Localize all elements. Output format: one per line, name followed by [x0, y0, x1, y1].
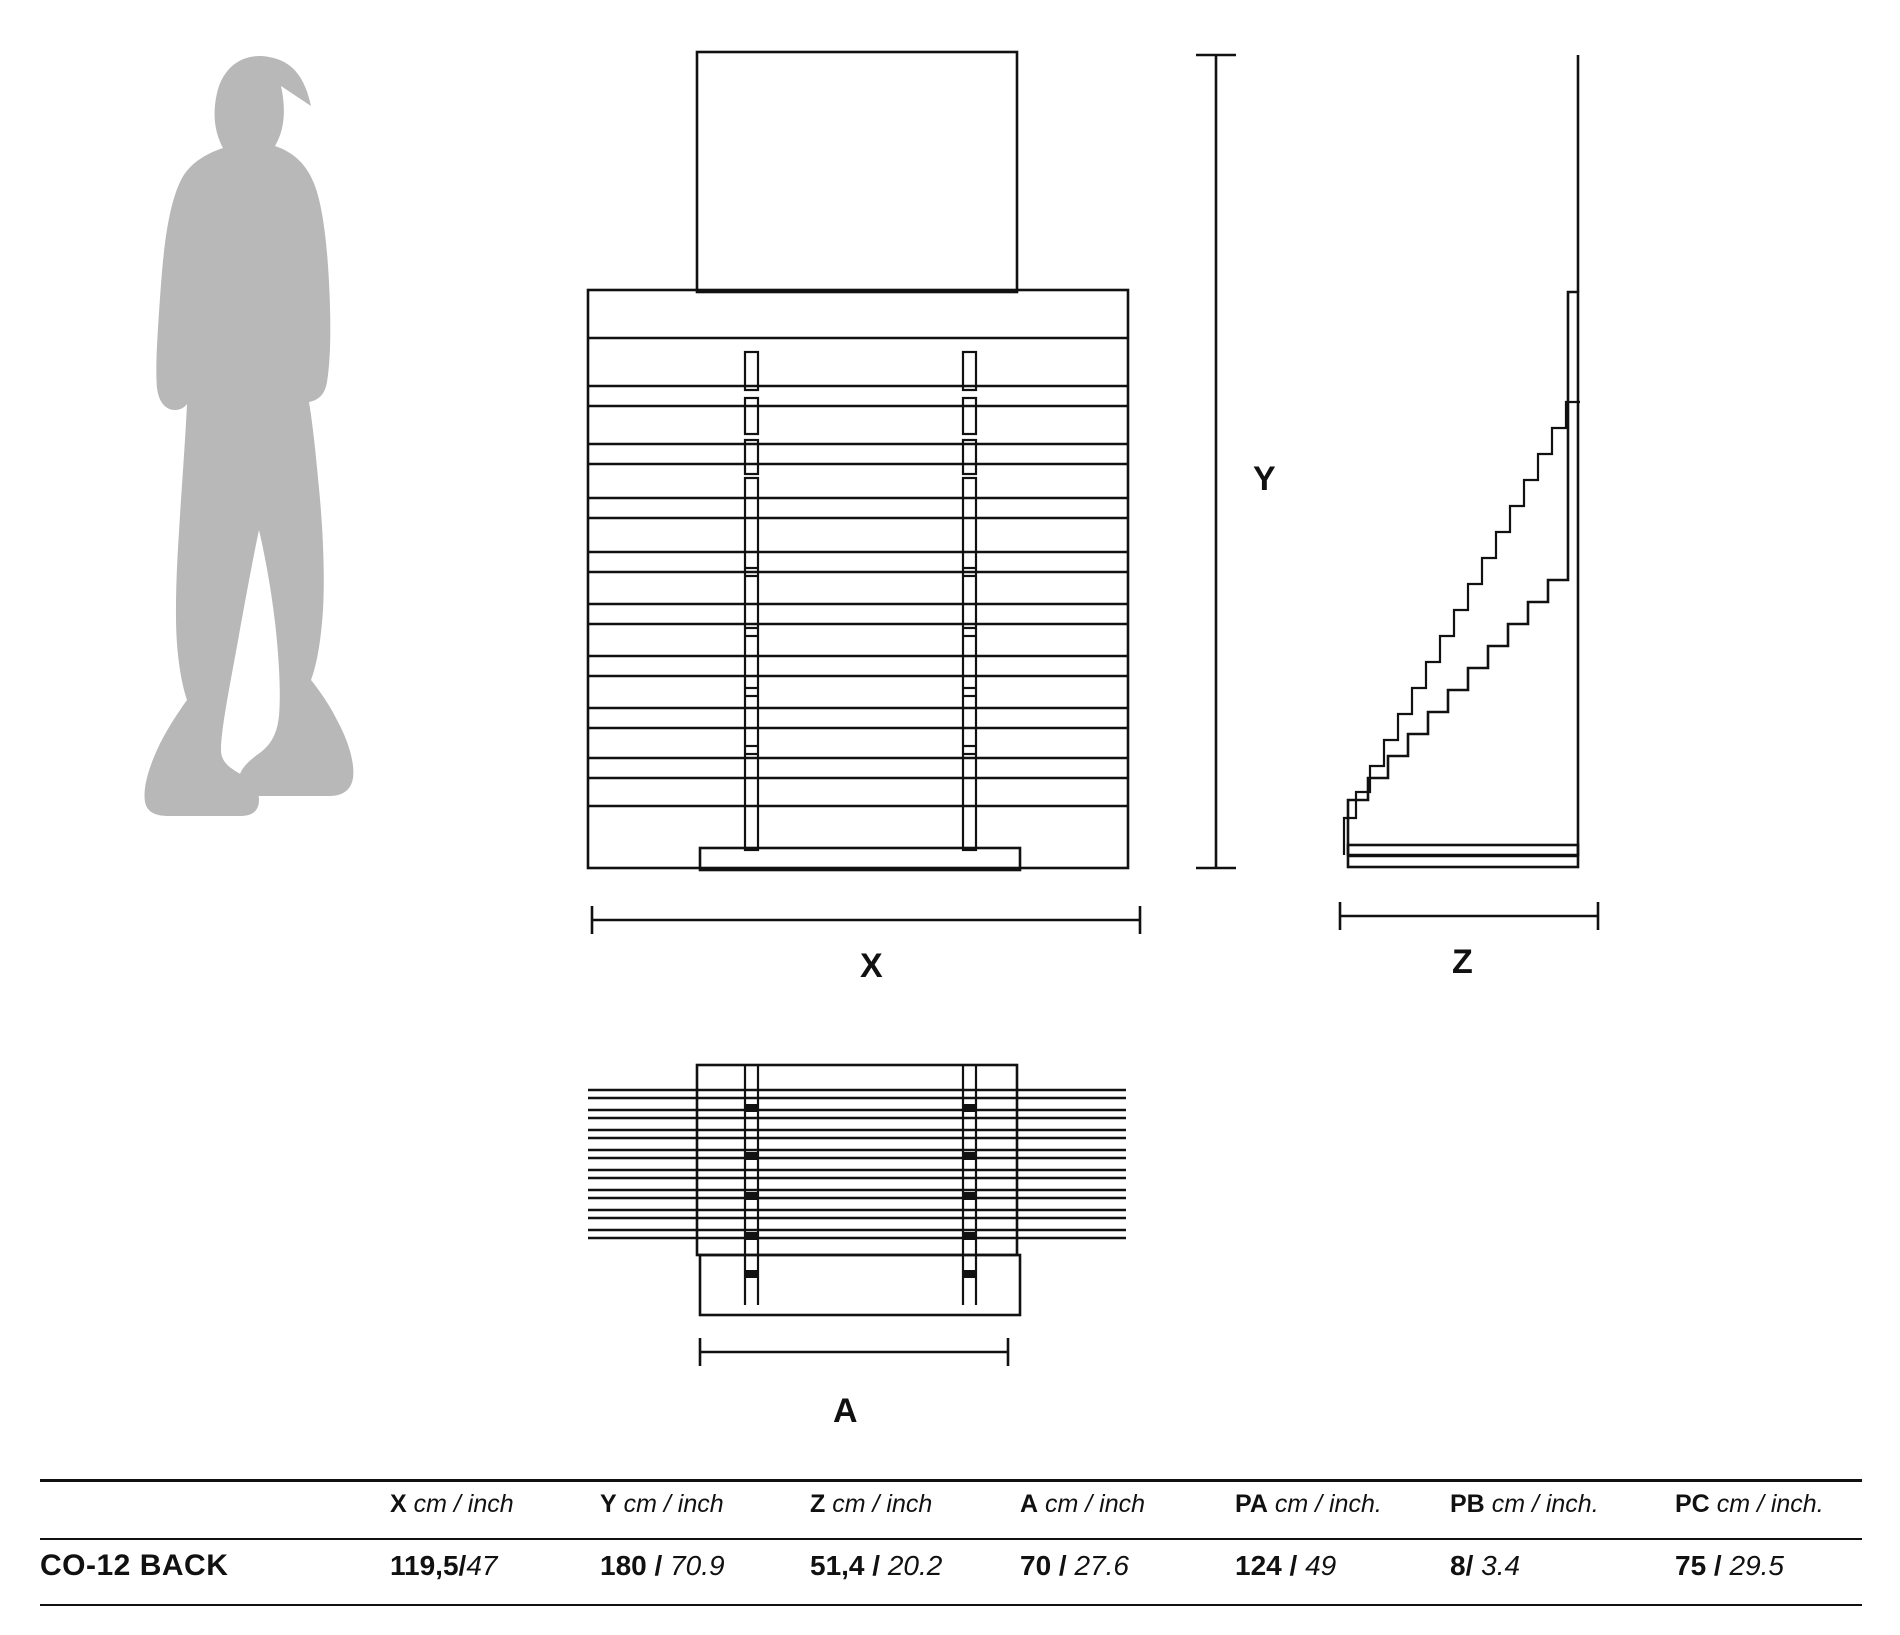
human-scale-silhouette	[145, 56, 354, 816]
cell-pa-inch: 49	[1305, 1550, 1337, 1581]
cell-a: 70 / 27.6	[1020, 1550, 1129, 1581]
cell-pc-inch: 29.5	[1729, 1550, 1784, 1581]
cell-pb-inch: 3.4	[1481, 1550, 1521, 1581]
table-rule-bottom	[40, 1604, 1862, 1606]
table-header-y	[600, 1480, 810, 1533]
cell-a-inch: 27.6	[1074, 1550, 1129, 1581]
header-symbol-pc: PC	[1675, 1490, 1710, 1518]
header-unit-pc: cm / inch.	[1716, 1490, 1824, 1518]
cell-pb-cm: 8	[1450, 1550, 1466, 1581]
cell-pc: 75 / 29.5	[1675, 1550, 1784, 1581]
cell-y-inch: 70.9	[670, 1550, 725, 1581]
cell-pa: 124 / 49	[1235, 1550, 1337, 1581]
dimension-y	[1196, 55, 1236, 868]
cell-x-inch: 47	[466, 1550, 498, 1581]
table-row	[40, 1533, 1862, 1601]
dimension-label-x: X	[860, 947, 884, 985]
header-unit-pa: cm / inch.	[1274, 1490, 1382, 1518]
product-name: CO-12 BACK	[40, 1549, 229, 1582]
table-header-pa	[1235, 1480, 1450, 1533]
cell-y-cm: 180	[600, 1550, 647, 1581]
header-symbol-a: A	[1020, 1490, 1039, 1518]
cell-y: 180 / 70.9	[600, 1550, 725, 1581]
table-header-z	[810, 1480, 1020, 1533]
front-elevation	[588, 52, 1128, 870]
table-header-pc	[1675, 1480, 1862, 1533]
header-symbol-pb: PB	[1450, 1490, 1485, 1518]
dimension-label-z: Z	[1452, 943, 1474, 981]
dimension-label-a: A	[833, 1392, 859, 1430]
header-symbol-x: X	[390, 1490, 407, 1518]
header-unit-z: cm / inch	[832, 1490, 933, 1518]
cell-pa-cm: 124	[1235, 1550, 1282, 1581]
dimension-label-y: Y	[1253, 460, 1277, 498]
table-header-row	[40, 1480, 1862, 1533]
cell-x-cm: 119,5	[390, 1550, 459, 1581]
cell-a-cm: 70	[1020, 1550, 1052, 1581]
cell-pb: 8/ 3.4	[1450, 1550, 1521, 1581]
top-plan	[588, 1065, 1126, 1315]
dimensions-table	[40, 1480, 1862, 1601]
header-symbol-z: Z	[810, 1490, 826, 1518]
header-unit-pb: cm / inch.	[1491, 1490, 1599, 1518]
header-unit-x: cm / inch	[413, 1490, 514, 1518]
cell-pc-cm: 75	[1675, 1550, 1707, 1581]
cell-z: 51,4 / 20.2	[810, 1550, 943, 1581]
cell-z-cm: 51,4	[810, 1550, 865, 1581]
table-header-blank	[40, 1480, 390, 1533]
header-symbol-y: Y	[600, 1490, 617, 1518]
header-unit-a: cm / inch	[1045, 1490, 1146, 1518]
table-header-a	[1020, 1480, 1235, 1533]
header-symbol-pa: PA	[1235, 1490, 1268, 1518]
table-header-x	[390, 1480, 600, 1533]
dimension-a	[700, 1338, 1008, 1366]
dimension-x	[592, 906, 1140, 934]
side-elevation	[1344, 55, 1580, 867]
cell-x: 119,5/47	[390, 1550, 498, 1581]
cell-z-inch: 20.2	[887, 1550, 943, 1581]
table-header-pb	[1450, 1480, 1675, 1533]
header-unit-y: cm / inch	[623, 1490, 724, 1518]
dimension-z	[1340, 902, 1598, 930]
